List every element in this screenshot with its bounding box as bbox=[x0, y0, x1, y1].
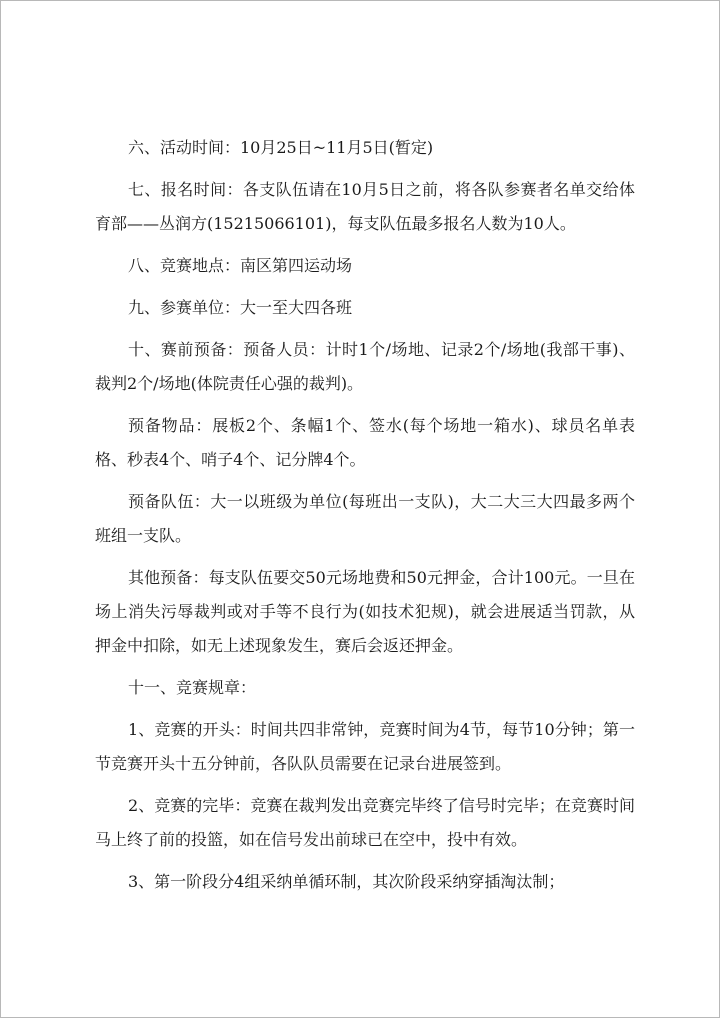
document-body bbox=[95, 131, 635, 907]
paragraph-registration-time: 七、报名时间：各支队伍请在10月5日之前，将各队参赛者名单交给体育部——丛润方(15215066101)，每支队伍最多报名人数为10人。 bbox=[95, 180, 635, 233]
paragraph-teams: 预备队伍：大一以班级为单位(每班出一支队)，大二大三大四最多两个班组一支队。 bbox=[95, 492, 635, 545]
paragraph-rules-heading: 十一、竞赛规章： bbox=[128, 678, 257, 697]
paragraph-venue: 八、竞赛地点：南区第四运动场 bbox=[128, 256, 353, 275]
paragraph-rule-end: 2、竞赛的完毕：竞赛在裁判发出竞赛完毕终了信号时完毕；在竞赛时间马上终了前的投篮，如在信号发出前球已在空中，投中有效。 bbox=[95, 796, 635, 849]
paragraph-activity-time: 六、活动时间：10月25日~11月5日(暂定) bbox=[128, 138, 434, 157]
paragraph-rule-format: 3、第一阶段分4组采纳单循环制，其次阶段采纳穿插淘汰制； bbox=[128, 872, 565, 891]
paragraph-other-prep: 其他预备：每支队伍要交50元场地费和50元押金，合计100元。一旦在场上消失污辱裁判或对手等不良行为(如技术犯规)，就会进展适当罚款，从押金中扣除，如无上述现象发生，赛后会返还押金。 bbox=[95, 568, 635, 655]
paragraph-rule-start: 1、竞赛的开头：时间共四非常钟，竞赛时间为4节，每节10分钟；第一节竞赛开头十五分钟前，各队队员需要在记录台进展签到。 bbox=[95, 720, 635, 773]
paragraph-supplies: 预备物品：展板2个、条幅1个、签水(每个场地一箱水)、球员名单表格、秒表4个、哨子4个、记分牌4个。 bbox=[95, 416, 635, 469]
paragraph-participants: 九、参赛单位：大一至大四各班 bbox=[128, 298, 353, 317]
paragraph-pre-match-staff: 十、赛前预备：预备人员：计时1个/场地、记录2个/场地(我部干事)、裁判2个/场地(体院责任心强的裁判)。 bbox=[95, 340, 635, 393]
